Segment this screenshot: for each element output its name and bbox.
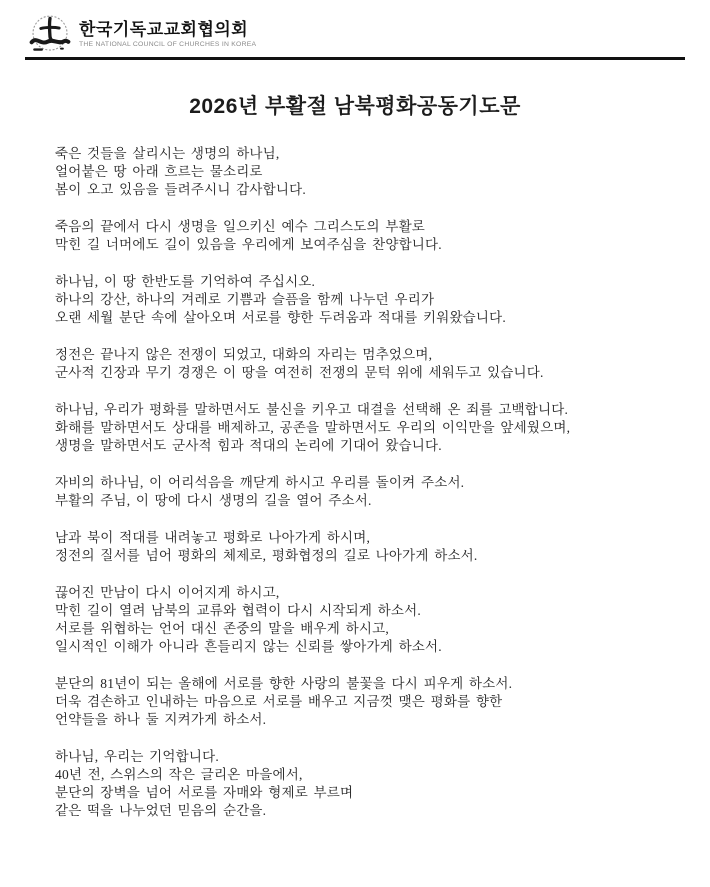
- prayer-paragraph: 죽음의 끝에서 다시 생명을 일으키신 예수 그리스도의 부활로 막힌 길 너머에도 길이 있음을 우리에게 보여주심을 찬양합니다.: [55, 219, 442, 252]
- ncck-cross-wave-emblem-icon: [28, 12, 72, 56]
- org-name-block: [79, 20, 256, 49]
- header-divider: [25, 57, 685, 60]
- prayer-paragraph: 정전은 끝나지 않은 전쟁이 되었고, 대화의 자리는 멈추었으며, 군사적 긴장과 무기 경쟁은 이 땅을 여전히 전쟁의 문턱 위에 세워두고 있습니다.: [55, 347, 544, 380]
- page-title: 2026년 부활절 남북평화공동기도문: [189, 95, 521, 118]
- ncck-header: [28, 12, 685, 56]
- org-name-english: THE NATIONAL COUNCIL OF CHURCHES IN KOREA: [79, 41, 257, 49]
- prayer-paragraph: 하나님, 이 땅 한반도를 기억하여 주십시오. 하나의 강산, 하나의 겨레로 기쁨과 슬픔을 함께 나누던 우리가 오랜 세월 분단 속에 살아오며 서로를 향한 두려움과 적대를 키워왔습니다.: [55, 274, 506, 325]
- prayer-paragraph: 끊어진 만남이 다시 이어지게 하시고, 막힌 길이 열려 남북의 교류와 협력이 다시 시작되게 하소서. 서로를 위협하는 언어 대신 존중의 말을 배우게 하시고, 일시적인 이해가 아니라 흔들리지 않는 신뢰를 쌓아가게 하소서.: [55, 585, 442, 654]
- org-name-korean: 한국기독교교회협의회: [79, 19, 249, 39]
- prayer-paragraph: 분단의 81년이 되는 올해에 서로를 향한 사랑의 불꽃을 다시 피우게 하소서. 더욱 겸손하고 인내하는 마음으로 서로를 배우고 지금껏 맺은 평화를 향한 언약들을 하나 둘 지켜가게 하소서.: [55, 676, 513, 727]
- prayer-paragraph: 남과 북이 적대를 내려놓고 평화로 나아가게 하시며, 정전의 질서를 넘어 평화의 체제로, 평화협정의 길로 나아가게 하소서.: [55, 530, 478, 563]
- prayer-paragraph: 하나님, 우리는 기억합니다. 40년 전, 스위스의 작은 글리온 마을에서, 분단의 장벽을 넘어 서로를 자매와 형제로 부르며 같은 떡을 나누었던 믿음의 순간을.: [55, 749, 354, 818]
- prayer-body: [55, 145, 682, 839]
- prayer-paragraph: 하나님, 우리가 평화를 말하면서도 불신을 키우고 대결을 선택해 온 죄를 고백합니다. 화해를 말하면서도 상대를 배제하고, 공존을 말하면서도 우리의 이익만을 앞세웠으며, 생명을 말하면서도 군사적 힘과 적대의 논리에 기대어 왔습니다.: [55, 402, 571, 453]
- prayer-paragraph: 죽은 것들을 살리시는 생명의 하나님, 얼어붙은 땅 아래 흐르는 물소리로 봄이 오고 있음을 들려주시니 감사합니다.: [55, 146, 306, 197]
- prayer-paragraph: 자비의 하나님, 이 어리석음을 깨닫게 하시고 우리를 돌이켜 주소서. 부활의 주님, 이 땅에 다시 생명의 길을 열어 주소서.: [55, 475, 465, 508]
